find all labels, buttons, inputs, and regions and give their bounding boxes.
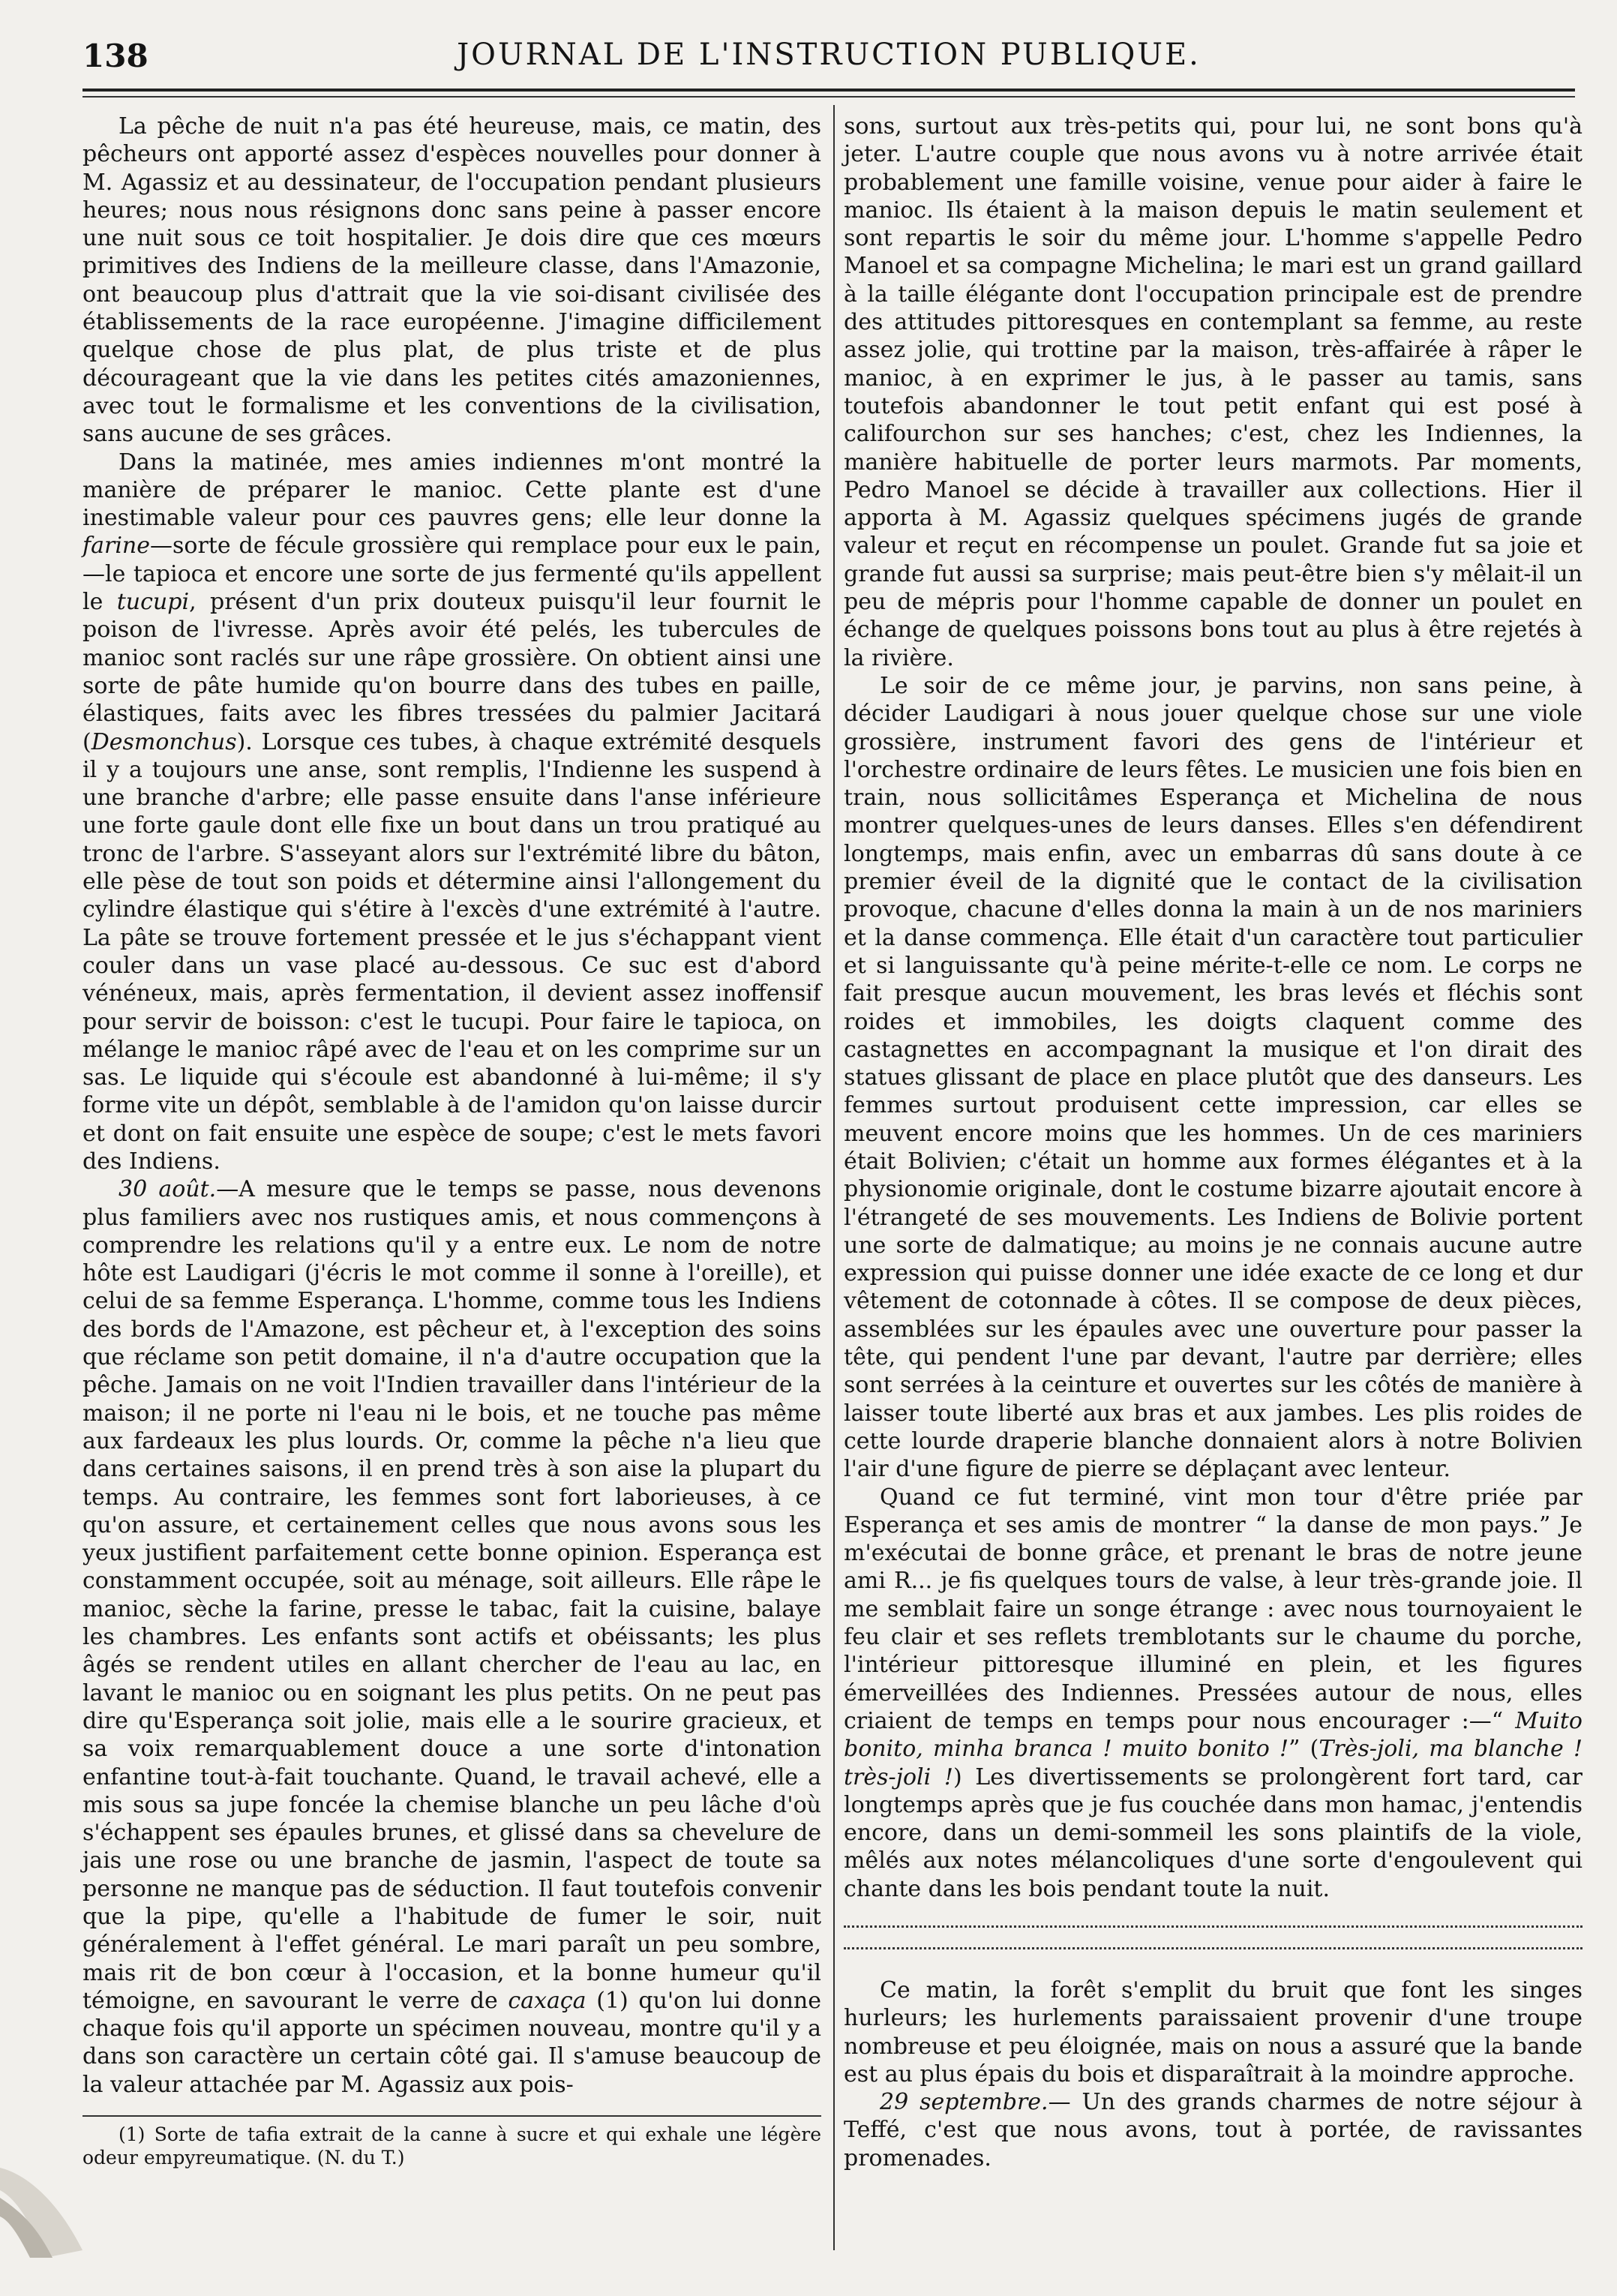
right-column [844,113,1583,2171]
dotted-separator [844,1925,1582,1928]
paragraph [844,2088,1582,2172]
paragraph [82,1175,821,2099]
italic-term: tucupi [116,589,190,616]
entry-date: 29 septembre. [880,2089,1048,2116]
text-run: —A mesure que le temps se passe, nous devenons plus familiers avec nos rustiques amis, et nous commençons à comprendre les relations qu'il y a entre eux. Le nom de notre hôte est Laudigari (j'écris le mot comme il sonne à l'oreille), et celui de sa femme Esperança. L'homme, comme tous les Indiens des bords de l'Amazone, est pêcheur et, à l'exception des soins que réclame son petit domaine, il n'a d'autre occupation que la pêche. Jamais on ne voit l'Indien travailler dans l'intérieur de la maison; il ne porte ni l'eau ni le bois, et ne touche pas même aux fardeaux les plus lourds. Or, comme la pêche n'a lieu que dans certaines saisons, il en prend très à son aise la plupart du temps. Au contraire, les femmes sont fort laborieuses, à ce qu'on assure, et certainement celles que nous avons sous les yeux justifient parfaitement cette bonne opinion. Esperança est constamment occupée, soit au ménage, soit ailleurs. Elle râpe le manioc, sèche la farine, presse le tabac, fait la cuisine, balaye les chambres. Les enfants sont actifs et obéissants; les plus âgés se rendent utiles en allant chercher de l'eau au lac, en lavant le manioc ou en soignant les plus petits. On ne peut pas dire qu'Esperança soit jolie, mais elle a le sourire gracieux, et sa voix remarquablement douce a une sorte d'intonation enfantine tout-à-fait touchante. Quand, le travail achevé, elle a mis sous sa jupe foncée la chemise blanche un peu lâche d'où s'échappent ses épaules brunes, et glissé dans sa chevelure de jais une rose ou une branche de jasmin, l'aspect de toute sa personne ne manque pas de séduction. Il faut toutefois convenir que la pipe, qu'elle a l'habitude de fumer le soir, nuit généralement à l'effet général. Le mari paraît un peu sombre, mais rit de bon cœur à l'occasion, et la bonne humeur qu'il témoigne, en savourant le verre de [82,1176,821,2014]
left-column [82,113,821,2100]
page-edge-smudge [0,2153,90,2258]
text-run: ” ( [1288,1736,1319,1763]
italic-translation: Très-joli, ma blanche ! très-joli ! [844,1736,1583,1790]
text-run: Dans la matinée, mes amies indiennes m'ont montré la manière de préparer le manioc. Cette plante est d'une inestimable valeur pour ces pauvres gens; elle leur donne la [82,449,821,532]
page-header [82,38,1575,75]
paragraph [82,449,821,1176]
page-number: 138 [82,38,148,74]
running-title: JOURNAL DE L'INSTRUCTION PUBLIQUE. [457,38,1201,72]
paragraph: Ce matin, la forêt s'emplit du bruit que font les singes hurleurs; les hurlements paraissaient provenir d'une troupe nombreuse et peu éloignée, mais on nous a assuré que la bande est au plus épais du bois et disparaîtrait à la moindre approche. [844,1977,1582,2087]
italic-term: Desmonchus [91,728,237,755]
text-run: — Un des grands charmes de notre séjour à Teffé, c'est que nous avons, tout à portée, de ravissantes promenades. [844,2089,1582,2171]
entry-date: 30 août. [118,1176,217,1203]
paragraph [844,1484,1582,1903]
text-run: Quand ce fut terminé, vint mon tour d'être priée par Esperança et ses amis de montrer “ la danse de mon pays.” Je m'exécutai de bonne grâce, et prenant le bras de notre jeune ami R... je fis quelques tours de valse, à leur très-grande joie. Il me semblait faire un songe étrange : avec nous tournoyaient le feu clair et ses reflets tremblotants sur le chaume du porche, l'intérieur pittoresque illuminé en plein, et les figures émerveillées des Indiennes. Pressées autour de nous, elles criaient de temps en temps pour nous encourager :—“ [844,1484,1582,1734]
paragraph: sons, surtout aux très-petits qui, pour lui, ne sont bons qu'à jeter. L'autre couple que nous avons vu à notre arrivée était probablement une famille voisine, venue pour aider à faire le manioc. Ils étaient à la maison depuis le matin seulement et sont repartis le soir du même jour. L'homme s'appelle Pedro Manoel et sa compagne Michelina; le mari est un grand gaillard à la taille élégante dont l'occupation principale est de prendre des attitudes pittoresques en contemplant sa femme, au reste assez jolie, qui trottine par la maison, très-affairée à râper le manioc, à en exprimer le jus, à le passer au tamis, sans toutefois abandonner le tout petit enfant qui est posé à califourchon sur ses hanches; c'est, chez les Indiennes, la manière habituelle de porter leurs marmots. Par moments, Pedro Manoel se décide à travailler aux collections. Hier il apporta à M. Agassiz quelques spécimens jugés de grande valeur et reçut en récompense un poulet. Grande fut sa joie et grande fut aussi sa surprise; mais peut-être bien s'y mêlait-il un peu de mépris pour l'homme capable de donner un poulet en échange de quelques poissons bons tout au plus à être rejetés à la rivière. [844,113,1582,671]
paragraph: Le soir de ce même jour, je parvins, non sans peine, à décider Laudigari à nous jouer quelque chose sur une viole grossière, instrument favori des gens de l'intérieur et l'orchestre ordinaire de leurs fêtes. Le musicien une fois bien en train, nous sollicitâmes Esperança et Michelina de nous montrer quelques-unes de leurs danses. Elles s'en défendirent longtemps, mais enfin, avec un embarras dû sans doute à ce premier éveil de la dignité que le contact de la civilisation provoque, chacune d'elles donna la main à un de nos mariniers et la danse commença. Elle était d'un caractère tout particulier et si languissante qu'à peine mérite-t-elle ce nom. Le corps ne fait presque aucun mouvement, les bras levés et fléchis sont roides et immobiles, les doigts claquent comme des castagnettes en accompagnant la musique et l'on dirait des statues glissant de place en place plutôt que des danseurs. Les femmes surtout produisent cette impression, car elles se meuvent encore moins que les hommes. Un de ces mariniers était Bolivien; c'était un homme aux formes élégantes et à la physionomie originale, dont le costume bizarre ajoutait encore à l'étrangeté de ses mouvements. Les Indiens de Bolivie portent une sorte de dalmatique; au moins je ne connais aucune autre expression qui puisse donner une idée exacte de ce long et dur vêtement de cotonnade à côtes. Il se compose de deux pièces, assemblées sur les épaules avec une ouverture pour passer la tête, qui pendent l'une par devant, l'autre par derrière; elles sont serrées à la ceinture et ouvertes sur les côtés de manière à laisser toute liberté aux bras et aux jambes. Les plis roides de cette lourde draperie blanche donnaient alors à notre Bolivien l'air d'une figure de pierre se déplaçant avec lenteur. [844,672,1582,1483]
italic-quote: Muito bonito, minha branca ! muito bonito ! [844,1707,1582,1763]
footnote-rule [82,2115,821,2117]
dotted-separator [844,1947,1582,1949]
column-divider [833,105,835,2250]
paragraph: La pêche de nuit n'a pas été heureuse, mais, ce matin, des pêcheurs ont apporté assez d'espèces nouvelles pour donner à M. Agassiz et au dessinateur, de l'occupation pendant plusieurs heures; nous nous résignons donc sans peine à passer encore une nuit sous ce toit hospitalier. Je dois dire que ces mœurs primitives des Indiens de la meilleure classe, dans l'Amazonie, ont beaucoup plus d'attrait que la vie soi-disant civilisée des établissements de la race européenne. J'imagine difficilement quelque chose de plus plat, de plus triste et de plus décourageant que la vie dans les petites cités amazoniennes, avec tout le formalisme et les conventions de la civilisation, sans aucune de ses grâces. [82,113,821,448]
text-run: (1) qu'on lui donne chaque fois qu'il apporte un spécimen nouveau, montre qu'il y a dans son caractère un certain côté gai. Il s'amuse beaucoup de la valeur attachée par M. Agassiz aux pois- [82,1987,821,2098]
text-run: ). Lorsque ces tubes, à chaque extrémité desquels il y a toujours une anse, sont remplis, l'Indienne les suspend à une branche d'arbre; elle passe ensuite dans l'anse inférieure une forte gaule dont elle fixe un bout dans un trou pratiqué au tronc de l'arbre. S'asseyant alors sur l'extrémité libre du bâton, elle pèse de tout son poids et détermine ainsi l'allongement du cylindre élastique qui s'étire à l'excès d'une extrémité à l'autre. La pâte se trouve fortement pressée et le jus s'échappant vient couler dans un vase placé au-dessous. Ce suc est d'abord vénéneux, mais, après fermentation, il devient assez inoffensif pour servir de boisson: c'est le tucupi. Pour faire le tapioca, on mélange le manioc râpé avec de l'eau et on les comprime sur un sas. Le liquide qui s'écoule est abandonné à lui-même; il s'y forme vite un dépôt, semblable à de l'amidon qu'on laisse durcir et dont on fait ensuite une espèce de soupe; c'est le mets favori des Indiens. [82,728,821,1175]
italic-term: caxaça [508,1987,586,2014]
header-rule [82,89,1575,92]
header-rule-thin [82,96,1575,98]
text-run: , présent d'un prix douteux puisqu'il leur fournit le poison de l'ivresse. Après avoir été pelés, les tubercules de manioc sont raclés sur une râpe grossière. On obtient ainsi une sorte de pâte humide qu'on bourre dans des tubes en paille, élastiques, faits avec les fibres tressées du palmier Jacitará ( [82,589,821,755]
text-run: ) Les divertissements se prolongèrent fort tard, car longtemps après que je fus couchée dans mon hamac, j'entendis encore, dans un demi-sommeil les sons plaintifs de la viole, mêlés aux notes mélancoliques d'une sorte d'engoulevent qui chante dans les bois pendant toute la nuit. [844,1763,1582,1902]
footnote: (1) Sorte de tafia extrait de la canne à sucre et qui exhale une légère odeur empyreumatique. (N. du T.) [82,2123,821,2168]
italic-term: farine [82,533,150,560]
text-run: —sorte de fécule grossière qui remplace pour eux le pain,—le tapioca et encore une sorte de jus fermenté qu'ils appellent le [82,533,821,616]
